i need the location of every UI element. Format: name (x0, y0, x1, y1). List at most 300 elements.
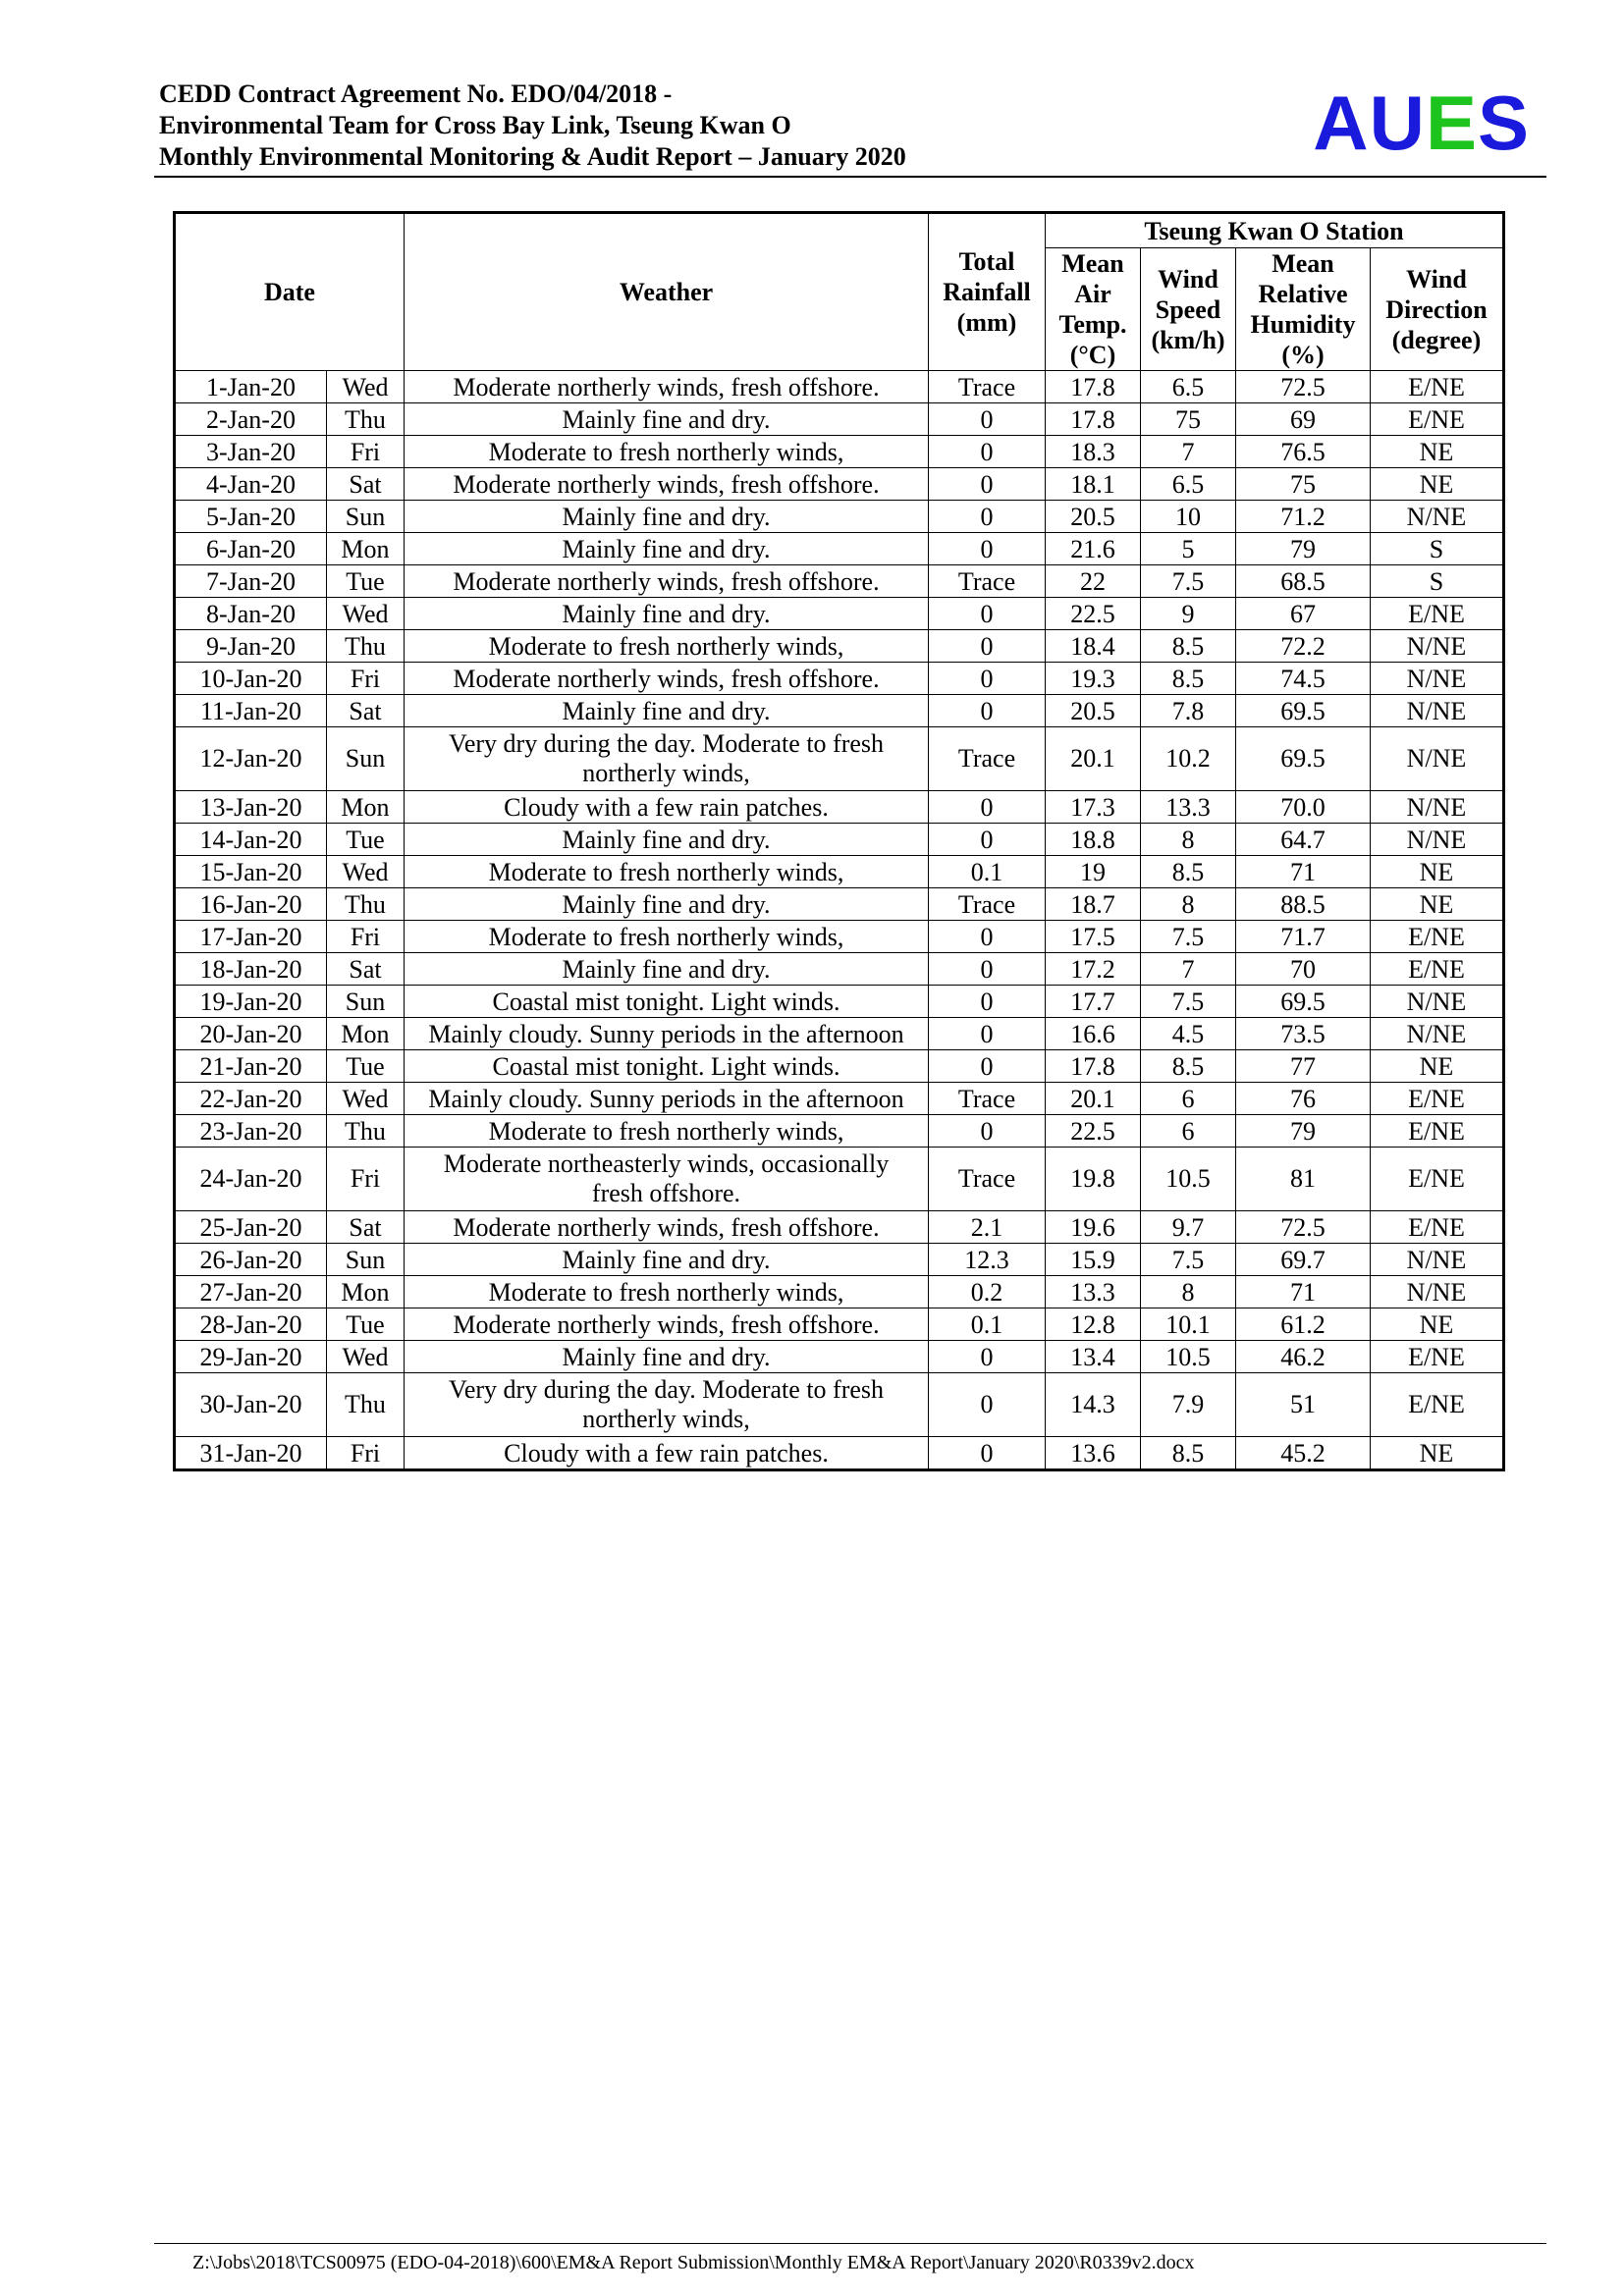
weather-text-line: Very dry during the day. Moderate to fresh (448, 729, 885, 758)
wind-speed-header-line: (km/h) (1151, 325, 1225, 354)
weather-cell (405, 663, 929, 695)
temp-cell: 17.5 (1046, 921, 1141, 953)
wind-direction-cell: N/NE (1371, 695, 1504, 727)
weather-text-line: Moderate northerly winds, fresh offshore. (453, 372, 880, 401)
humidity-cell: 70.0 (1236, 791, 1371, 824)
rainfall-cell: 0 (929, 953, 1046, 986)
date-cell: 7-Jan-20 (175, 565, 327, 598)
temp-cell: 20.1 (1046, 727, 1141, 791)
day-cell: Tue (326, 565, 404, 598)
date-cell: 1-Jan-20 (175, 371, 327, 403)
day-cell: Fri (326, 436, 404, 468)
table-row (175, 468, 1504, 501)
day-cell: Wed (326, 1341, 404, 1373)
wind-direction-cell: E/NE (1371, 1341, 1504, 1373)
humidity-cell: 45.2 (1236, 1437, 1371, 1470)
weather-text-line: fresh offshore. (591, 1179, 741, 1207)
rainfall-header-line: (mm) (956, 308, 1017, 337)
rainfall-header-line: Rainfall (943, 278, 1031, 306)
wind-direction-cell: NE (1371, 856, 1504, 888)
weather-table-head (175, 213, 1504, 371)
date-cell: 22-Jan-20 (175, 1083, 327, 1115)
date-cell: 10-Jan-20 (175, 663, 327, 695)
wind-speed-cell: 10.5 (1141, 1341, 1236, 1373)
temp-cell: 17.8 (1046, 1050, 1141, 1083)
temp-header (1046, 248, 1141, 371)
wind-direction-header-line: Wind (1406, 264, 1467, 294)
weather-text-line: Mainly fine and dry. (562, 954, 771, 984)
weather-text-line: Mainly fine and dry. (562, 696, 771, 725)
rainfall-header (929, 213, 1046, 371)
temp-cell: 20.5 (1046, 501, 1141, 533)
weather-cell (405, 630, 929, 663)
weather-text-line: Moderate northerly winds, fresh offshore. (453, 1309, 880, 1339)
humidity-cell: 75 (1236, 468, 1371, 501)
wind-direction-cell: E/NE (1371, 1373, 1504, 1437)
humidity-cell: 71 (1236, 1276, 1371, 1308)
temp-cell: 22 (1046, 565, 1141, 598)
weather-cell (405, 371, 929, 403)
table-row (175, 598, 1504, 630)
temp-cell: 17.3 (1046, 791, 1141, 824)
day-cell: Tue (326, 1050, 404, 1083)
temp-header-line: Temp. (1058, 310, 1127, 339)
logo-letter-u: U (1369, 80, 1426, 166)
humidity-cell: 51 (1236, 1373, 1371, 1437)
rainfall-cell: Trace (929, 565, 1046, 598)
rainfall-cell: 0 (929, 663, 1046, 695)
date-cell: 27-Jan-20 (175, 1276, 327, 1308)
humidity-cell: 74.5 (1236, 663, 1371, 695)
day-cell: Sat (326, 953, 404, 986)
rainfall-cell: 0.1 (929, 1308, 1046, 1341)
day-cell: Thu (326, 630, 404, 663)
weather-table-body (175, 371, 1504, 1470)
weather-cell (405, 598, 929, 630)
weather-text-line: Mainly fine and dry. (562, 1245, 771, 1274)
day-cell: Thu (326, 1115, 404, 1148)
temp-cell: 19.8 (1046, 1148, 1141, 1211)
date-cell: 29-Jan-20 (175, 1341, 327, 1373)
weather-text-line: Mainly fine and dry. (562, 599, 771, 628)
date-cell: 4-Jan-20 (175, 468, 327, 501)
rainfall-cell: 0 (929, 1018, 1046, 1050)
wind-speed-cell: 10.5 (1141, 1148, 1236, 1211)
table-row (175, 1211, 1504, 1244)
date-cell: 30-Jan-20 (175, 1373, 327, 1437)
wind-speed-cell: 8.5 (1141, 630, 1236, 663)
humidity-cell: 70 (1236, 953, 1371, 986)
wind-speed-cell: 9.7 (1141, 1211, 1236, 1244)
humidity-cell: 76 (1236, 1083, 1371, 1115)
wind-speed-cell: 8.5 (1141, 1437, 1236, 1470)
humidity-cell: 71.2 (1236, 501, 1371, 533)
weather-cell (405, 436, 929, 468)
wind-speed-cell: 10.1 (1141, 1308, 1236, 1341)
table-row (175, 1437, 1504, 1470)
weather-cell (405, 1373, 929, 1437)
day-cell: Fri (326, 1148, 404, 1211)
weather-cell (405, 1308, 929, 1341)
table-row (175, 727, 1504, 791)
humidity-cell: 64.7 (1236, 824, 1371, 856)
weather-cell (405, 1050, 929, 1083)
wind-speed-cell: 8.5 (1141, 1050, 1236, 1083)
humidity-cell: 71 (1236, 856, 1371, 888)
date-cell: 25-Jan-20 (175, 1211, 327, 1244)
day-cell: Thu (326, 1373, 404, 1437)
humidity-cell: 68.5 (1236, 565, 1371, 598)
table-row (175, 501, 1504, 533)
rainfall-cell: 0 (929, 468, 1046, 501)
weather-cell (405, 1211, 929, 1244)
weather-text-line: Moderate northeasterly winds, occasionally (443, 1149, 890, 1178)
day-cell: Sat (326, 468, 404, 501)
table-row (175, 953, 1504, 986)
logo-letter-a: A (1313, 80, 1370, 166)
humidity-header-line: (%) (1281, 341, 1325, 369)
wind-direction-cell: N/NE (1371, 727, 1504, 791)
wind-speed-cell: 13.3 (1141, 791, 1236, 824)
wind-speed-cell: 10.2 (1141, 727, 1236, 791)
day-cell: Sat (326, 695, 404, 727)
wind-direction-cell: NE (1371, 1050, 1504, 1083)
wind-direction-cell: E/NE (1371, 1211, 1504, 1244)
date-cell: 28-Jan-20 (175, 1308, 327, 1341)
date-cell: 23-Jan-20 (175, 1115, 327, 1148)
wind-speed-cell: 6.5 (1141, 371, 1236, 403)
table-row (175, 1148, 1504, 1211)
table-row (175, 533, 1504, 565)
day-cell: Wed (326, 371, 404, 403)
humidity-header (1236, 248, 1371, 371)
weather-cell (405, 1437, 929, 1470)
rainfall-header-line: Total (958, 247, 1015, 276)
humidity-cell: 72.5 (1236, 1211, 1371, 1244)
date-cell: 19-Jan-20 (175, 986, 327, 1018)
day-cell: Wed (326, 1083, 404, 1115)
temp-cell: 14.3 (1046, 1373, 1141, 1437)
weather-text-line: Mainly fine and dry. (562, 534, 771, 563)
humidity-header-line: Mean (1272, 249, 1334, 278)
day-cell: Fri (326, 1437, 404, 1470)
wind-speed-cell: 8.5 (1141, 663, 1236, 695)
date-cell: 11-Jan-20 (175, 695, 327, 727)
weather-cell (405, 501, 929, 533)
temp-cell: 19.6 (1046, 1211, 1141, 1244)
wind-speed-cell: 8 (1141, 824, 1236, 856)
rainfall-cell: 0 (929, 921, 1046, 953)
weather-cell (405, 565, 929, 598)
weather-text-line: northerly winds, (582, 759, 750, 787)
humidity-cell: 73.5 (1236, 1018, 1371, 1050)
weather-cell (405, 986, 929, 1018)
rainfall-cell: Trace (929, 727, 1046, 791)
temp-cell: 13.4 (1046, 1341, 1141, 1373)
rainfall-cell: 0 (929, 403, 1046, 436)
table-row (175, 1050, 1504, 1083)
wind-direction-cell: NE (1371, 436, 1504, 468)
wind-direction-cell: N/NE (1371, 1276, 1504, 1308)
weather-text-line: Coastal mist tonight. Light winds. (492, 987, 840, 1016)
date-cell: 6-Jan-20 (175, 533, 327, 565)
wind-direction-cell: NE (1371, 1437, 1504, 1470)
temp-cell: 18.1 (1046, 468, 1141, 501)
table-row (175, 824, 1504, 856)
temp-cell: 16.6 (1046, 1018, 1141, 1050)
wind-speed-cell: 10 (1141, 501, 1236, 533)
rainfall-cell: Trace (929, 1083, 1046, 1115)
weather-cell (405, 403, 929, 436)
humidity-header-line: Humidity (1250, 310, 1356, 339)
date-cell: 20-Jan-20 (175, 1018, 327, 1050)
logo-letter-e: E (1425, 80, 1478, 166)
date-cell: 3-Jan-20 (175, 436, 327, 468)
date-cell: 24-Jan-20 (175, 1148, 327, 1211)
humidity-cell: 79 (1236, 533, 1371, 565)
table-row (175, 1083, 1504, 1115)
day-cell: Fri (326, 921, 404, 953)
wind-speed-header (1141, 248, 1236, 371)
temp-cell: 18.8 (1046, 824, 1141, 856)
wind-direction-cell: S (1371, 565, 1504, 598)
day-cell: Sun (326, 986, 404, 1018)
wind-direction-cell: N/NE (1371, 630, 1504, 663)
date-cell: 5-Jan-20 (175, 501, 327, 533)
date-cell: 18-Jan-20 (175, 953, 327, 986)
table-row (175, 663, 1504, 695)
humidity-cell: 69 (1236, 403, 1371, 436)
humidity-cell: 81 (1236, 1148, 1371, 1211)
humidity-cell: 69.5 (1236, 727, 1371, 791)
weather-text-line: Moderate to fresh northerly winds, (488, 1116, 844, 1146)
day-cell: Mon (326, 1018, 404, 1050)
temp-cell: 22.5 (1046, 1115, 1141, 1148)
day-cell: Sat (326, 1211, 404, 1244)
temp-cell: 13.3 (1046, 1276, 1141, 1308)
wind-direction-cell: N/NE (1371, 824, 1504, 856)
weather-text-line: Moderate to fresh northerly winds, (488, 437, 844, 466)
rainfall-cell: 12.3 (929, 1244, 1046, 1276)
day-cell: Mon (326, 533, 404, 565)
weather-cell (405, 1115, 929, 1148)
date-cell: 12-Jan-20 (175, 727, 327, 791)
wind-direction-header (1371, 248, 1504, 371)
date-cell: 13-Jan-20 (175, 791, 327, 824)
day-cell: Thu (326, 403, 404, 436)
weather-text-line: Mainly fine and dry. (562, 1342, 771, 1371)
table-row (175, 791, 1504, 824)
weather-cell (405, 1341, 929, 1373)
humidity-cell: 77 (1236, 1050, 1371, 1083)
table-row (175, 1308, 1504, 1341)
rainfall-cell: Trace (929, 371, 1046, 403)
wind-direction-cell: N/NE (1371, 1018, 1504, 1050)
day-cell: Wed (326, 856, 404, 888)
weather-header: Weather (405, 213, 929, 371)
weather-cell (405, 824, 929, 856)
temp-cell: 17.2 (1046, 953, 1141, 986)
wind-direction-cell: E/NE (1371, 953, 1504, 986)
weather-text-line: Mainly cloudy. Sunny periods in the afternoon (428, 1084, 904, 1113)
weather-text-line: Moderate to fresh northerly winds, (488, 857, 844, 886)
weather-text-line: Mainly fine and dry. (562, 825, 771, 854)
wind-speed-cell: 7.5 (1141, 1244, 1236, 1276)
wind-direction-cell: E/NE (1371, 371, 1504, 403)
wind-direction-cell: E/NE (1371, 598, 1504, 630)
humidity-cell: 88.5 (1236, 888, 1371, 921)
humidity-cell: 46.2 (1236, 1341, 1371, 1373)
rainfall-cell: 0 (929, 1115, 1046, 1148)
wind-speed-cell: 7.9 (1141, 1373, 1236, 1437)
wind-speed-cell: 7.8 (1141, 695, 1236, 727)
rainfall-cell: 0 (929, 1341, 1046, 1373)
temp-cell: 18.3 (1046, 436, 1141, 468)
table-row (175, 1341, 1504, 1373)
date-cell: 21-Jan-20 (175, 1050, 327, 1083)
weather-cell (405, 791, 929, 824)
day-cell: Tue (326, 1308, 404, 1341)
wind-direction-cell: N/NE (1371, 986, 1504, 1018)
weather-cell (405, 695, 929, 727)
date-cell: 26-Jan-20 (175, 1244, 327, 1276)
rainfall-cell: 0 (929, 533, 1046, 565)
rainfall-cell: 0 (929, 1437, 1046, 1470)
wind-speed-cell: 9 (1141, 598, 1236, 630)
weather-cell (405, 953, 929, 986)
wind-direction-cell: S (1371, 533, 1504, 565)
temp-cell: 13.6 (1046, 1437, 1141, 1470)
weather-text-line: Very dry during the day. Moderate to fresh (448, 1375, 885, 1404)
footer-divider (154, 2243, 1546, 2244)
wind-direction-cell: E/NE (1371, 403, 1504, 436)
wind-direction-header-line: Direction (1385, 294, 1488, 324)
weather-table (173, 211, 1505, 1471)
weather-cell (405, 1083, 929, 1115)
wind-direction-cell: N/NE (1371, 791, 1504, 824)
date-cell: 31-Jan-20 (175, 1437, 327, 1470)
table-row (175, 630, 1504, 663)
rainfall-cell: 0 (929, 630, 1046, 663)
weather-text-line: Cloudy with a few rain patches. (504, 792, 829, 822)
humidity-cell: 69.5 (1236, 986, 1371, 1018)
humidity-cell: 67 (1236, 598, 1371, 630)
wind-speed-cell: 7 (1141, 953, 1236, 986)
temp-cell: 17.8 (1046, 371, 1141, 403)
wind-direction-cell: E/NE (1371, 1083, 1504, 1115)
weather-text-line: Cloudy with a few rain patches. (504, 1438, 829, 1468)
day-cell: Fri (326, 663, 404, 695)
temp-cell: 15.9 (1046, 1244, 1141, 1276)
rainfall-cell: Trace (929, 888, 1046, 921)
weather-text-line: northerly winds, (582, 1405, 750, 1433)
weather-text-line: Mainly fine and dry. (562, 502, 771, 531)
day-cell: Thu (326, 888, 404, 921)
table-row (175, 371, 1504, 403)
weather-text-line: Moderate to fresh northerly winds, (488, 922, 844, 951)
header-divider (154, 176, 1546, 178)
rainfall-cell: 0 (929, 501, 1046, 533)
rainfall-cell: 0 (929, 824, 1046, 856)
header-title-block (159, 79, 906, 173)
wind-speed-cell: 6 (1141, 1115, 1236, 1148)
team-line: Environmental Team for Cross Bay Link, Tseung Kwan O (159, 111, 791, 139)
date-cell: 16-Jan-20 (175, 888, 327, 921)
weather-cell (405, 1276, 929, 1308)
wind-direction-cell: N/NE (1371, 663, 1504, 695)
rainfall-cell: 2.1 (929, 1211, 1046, 1244)
header-row-1 (175, 213, 1504, 248)
day-cell: Mon (326, 791, 404, 824)
weather-cell (405, 1148, 929, 1211)
temp-cell: 17.8 (1046, 403, 1141, 436)
day-cell: Tue (326, 824, 404, 856)
temp-cell: 21.6 (1046, 533, 1141, 565)
table-row (175, 565, 1504, 598)
table-row (175, 403, 1504, 436)
humidity-cell: 72.5 (1236, 371, 1371, 403)
rainfall-cell: 0 (929, 986, 1046, 1018)
file-path-footer: Z:\Jobs\2018\TCS00975 (EDO-04-2018)\600\EM&A Report Submission\Monthly EM&A Report\January 2020\R0339v2.docx (192, 2252, 1195, 2273)
weather-cell (405, 1018, 929, 1050)
table-row (175, 1373, 1504, 1437)
wind-direction-cell: NE (1371, 888, 1504, 921)
humidity-cell: 71.7 (1236, 921, 1371, 953)
rainfall-cell: 0.2 (929, 1276, 1046, 1308)
temp-cell: 18.7 (1046, 888, 1141, 921)
humidity-cell: 61.2 (1236, 1308, 1371, 1341)
table-row (175, 1018, 1504, 1050)
wind-speed-cell: 8 (1141, 1276, 1236, 1308)
weather-text-line: Moderate to fresh northerly winds, (488, 1277, 844, 1307)
weather-text-line: Moderate to fresh northerly winds, (488, 631, 844, 661)
rainfall-cell: Trace (929, 1148, 1046, 1211)
weather-text-line: Moderate northerly winds, fresh offshore. (453, 1212, 880, 1242)
day-cell: Sun (326, 1244, 404, 1276)
wind-speed-cell: 7.5 (1141, 565, 1236, 598)
wind-direction-header-line: (degree) (1391, 325, 1482, 354)
wind-speed-header-line: Speed (1155, 294, 1221, 324)
table-row (175, 986, 1504, 1018)
wind-speed-cell: 75 (1141, 403, 1236, 436)
wind-speed-cell: 8 (1141, 888, 1236, 921)
temp-cell: 19.3 (1046, 663, 1141, 695)
page-header (159, 79, 1542, 177)
temp-cell: 20.5 (1046, 695, 1141, 727)
rainfall-cell: 0.1 (929, 856, 1046, 888)
weather-cell (405, 888, 929, 921)
wind-direction-cell: E/NE (1371, 1148, 1504, 1211)
temp-header-line: Mean (1061, 249, 1124, 278)
date-cell: 15-Jan-20 (175, 856, 327, 888)
humidity-header-line: Relative (1258, 280, 1348, 308)
rainfall-cell: 0 (929, 791, 1046, 824)
weather-text-line: Mainly cloudy. Sunny periods in the afternoon (428, 1019, 904, 1048)
day-cell: Mon (326, 1276, 404, 1308)
humidity-cell: 72.2 (1236, 630, 1371, 663)
humidity-cell: 69.7 (1236, 1244, 1371, 1276)
table-row (175, 888, 1504, 921)
table-row (175, 1115, 1504, 1148)
temp-cell: 19 (1046, 856, 1141, 888)
wind-speed-cell: 4.5 (1141, 1018, 1236, 1050)
date-cell: 17-Jan-20 (175, 921, 327, 953)
day-cell: Wed (326, 598, 404, 630)
rainfall-cell: 0 (929, 695, 1046, 727)
table-row (175, 856, 1504, 888)
humidity-cell: 69.5 (1236, 695, 1371, 727)
wind-speed-cell: 7.5 (1141, 986, 1236, 1018)
